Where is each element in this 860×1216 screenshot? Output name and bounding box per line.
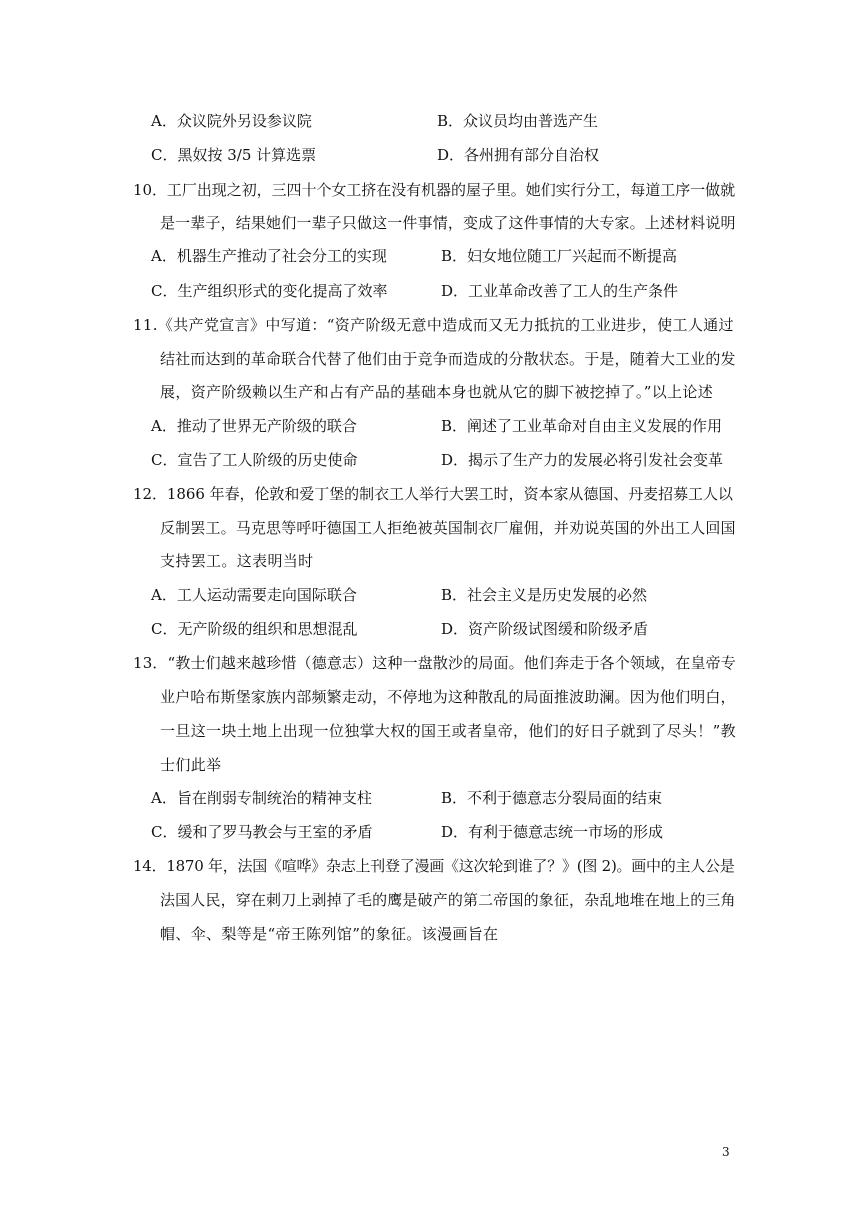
option-10-c: C．生产组织形式的变化提高了效率 [151,282,388,300]
option-11-a: A．推动了世界无产阶级的联合 [151,417,357,435]
question-13-line-1: 13．“教士们越来越珍惜（德意志）这种一盘散沙的局面。他们奔走于各个领域，在皇帝专 [133,654,736,672]
question-14-line-2: 法国人民，穿在刺刀上剥掉了毛的鹰是破产的第二帝国的象征，杂乱地堆在地上的三角 [160,891,736,909]
question-13-line-4: 士们此举 [160,756,222,774]
option-10-a: A．机器生产推动了社会分工的实现 [151,247,387,265]
option-13-c: C．缓和了罗马教会与王室的矛盾 [151,823,373,841]
question-14-line-1: 14．1870 年，法国《喧哗》杂志上刊登了漫画《这次轮到谁了？》(图 2)。画中的主人公是 [133,857,735,875]
question-14-line-3: 帽、伞、梨等是“帝王陈列馆”的象征。该漫画旨在 [160,925,499,943]
question-13-line-2: 业户哈布斯堡家族内部频繁走动，不停地为这种散乱的局面推波助澜。因为他们明白， [160,688,736,706]
page-number: 3 [722,1145,730,1159]
option-9-a: A．众议院外另设参议院 [151,112,312,130]
option-13-d: D．有利于德意志统一市场的形成 [441,823,664,841]
question-13-line-3: 一旦这一块土地上出现一位独掌大权的国王或者皇帝，他们的好日子就到了尽头！”教 [160,722,736,740]
question-11-line-2: 结社而达到的革命联合代替了他们由于竞争而造成的分散状态。于是，随着大工业的发 [160,350,736,368]
option-12-d: D．资产阶级试图缓和阶级矛盾 [441,620,649,638]
question-10-line-1: 10．工厂出现之初，三四十个女工挤在没有机器的屋子里。她们实行分工，每道工序一做就 [133,181,736,199]
option-9-b: B．众议员均由普选产生 [437,112,599,130]
option-12-a: A．工人运动需要走向国际联合 [151,586,357,604]
question-11-line-1: 11.《共产党宣言》中写道：“资产阶级无意中造成而又无力抵抗的工业进步，使工人通过 [133,316,734,334]
question-12-line-1: 12．1866 年春，伦敦和爱丁堡的制衣工人举行大罢工时，资本家从德国、丹麦招募工人以 [133,485,733,503]
question-10-line-2: 是一辈子，结果她们一辈子只做这一件事情，变成了这件事情的大专家。上述材料说明 [160,214,736,232]
option-10-d: D．工业革命改善了工人的生产条件 [441,282,679,300]
option-11-b: B．阐述了工业革命对自由主义发展的作用 [441,417,723,435]
option-11-c: C．宣告了工人阶级的历史使命 [151,451,358,469]
option-9-d: D．各州拥有部分自治权 [437,146,600,164]
option-13-a: A．旨在削弱专制统治的精神支柱 [151,789,372,807]
question-11-line-3: 展，资产阶级赖以生产和占有产品的基础本身也就从它的脚下被挖掉了。”以上论述 [160,383,714,401]
option-13-b: B．不利于德意志分裂局面的结束 [441,789,663,807]
option-12-b: B．社会主义是历史发展的必然 [441,586,648,604]
question-12-line-2: 反制罢工。马克思等呼吁德国工人拒绝被英国制衣厂雇佣，并劝说英国的外出工人回国 [160,519,736,537]
option-9-c: C．黑奴按 3/5 计算选票 [151,146,317,164]
option-11-d: D．揭示了生产力的发展必将引发社会变革 [441,451,724,469]
option-12-c: C．无产阶级的组织和思想混乱 [151,620,358,638]
question-12-line-3: 支持罢工。这表明当时 [160,552,314,570]
option-10-b: B．妇女地位随工厂兴起而不断提高 [441,247,678,265]
